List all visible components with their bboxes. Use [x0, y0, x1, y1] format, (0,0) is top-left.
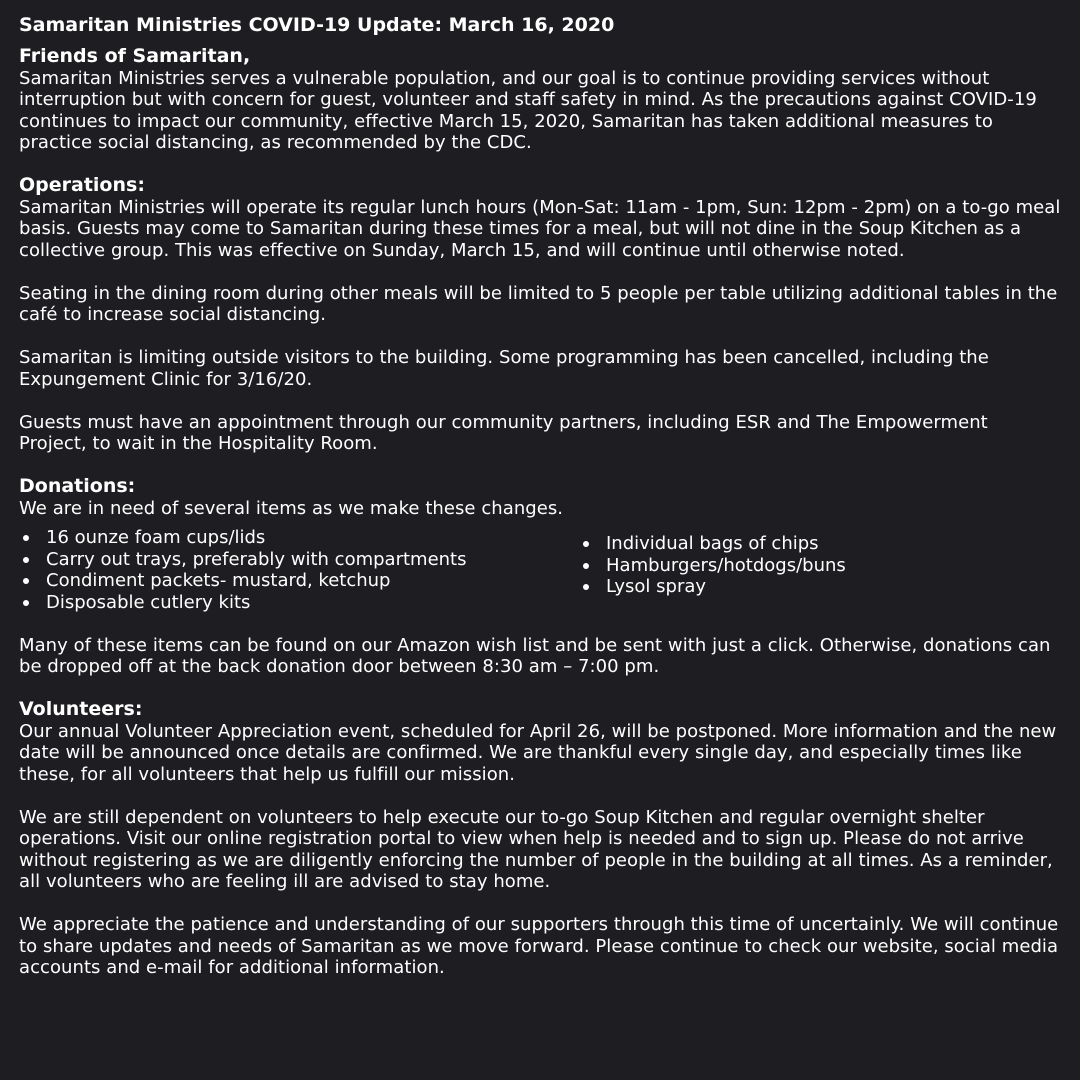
- donation-items: [19, 527, 1061, 613]
- donations-intro: We are in need of several items as we make these changes.: [19, 497, 564, 519]
- volunteers-paragraph-1: Our annual Volunteer Appreciation event, scheduled for April 26, will be postponed. More information and the new date will be announced once details are confirmed. We are thankful every single day, and especially times like these, for all volunteers that help us fulfill our mission.: [19, 720, 1057, 785]
- greeting-paragraph: Samaritan Ministries serves a vulnerable population, and our goal is to continue providing services without interruption but with concern for guest, volunteer and staff safety in mind. As the precautions against COVID-19 continues to impact our community, effective March 15, 2020, Samaritan has taken additional measures to practice social distancing, as recommended by the CDC.: [19, 67, 1037, 153]
- list-item: Individual bags of chips: [579, 533, 846, 555]
- donation-list-left: [19, 527, 579, 613]
- operations-paragraph-2: Seating in the dining room during other meals will be limited to 5 people per table utilizing additional tables in the café to increase social distancing.: [19, 282, 1058, 325]
- donations-heading: Donations:: [19, 475, 136, 497]
- list-item: Disposable cutlery kits: [19, 592, 579, 614]
- operations-paragraph-3: Samaritan is limiting outside visitors to the building. Some programming has been cancelled, including the Expungement Clinic for 3/16/20.: [19, 347, 989, 390]
- operations-paragraph-1: Samaritan Ministries will operate its regular lunch hours (Mon-Sat: 11am - 1pm, Sun: 12pm - 2pm) on a to-go meal basis. Guests may come to Samaritan during these times for a meal, but will not dine in the Soup Kitchen as a collective group. This was effective on Sunday, March 15, and will continue until otherwise noted.: [19, 196, 1061, 261]
- volunteers-paragraph-3: We appreciate the patience and understanding of our supporters through this time of uncertainly. We will continue to share updates and needs of Samaritan as we move forward. Please continue to check our website, social media accounts and e-mail for additional information.: [19, 914, 1059, 978]
- document-title: Samaritan Ministries COVID-19 Update: March 16, 2020: [19, 14, 615, 36]
- list-item: Lysol spray: [579, 576, 846, 598]
- donations-outro: Many of these items can be found on our Amazon wish list and be sent with just a click. Otherwise, donations can be dropped off at the back donation door between 8:30 am – 7:00 pm.: [19, 634, 1051, 677]
- operations-heading: Operations:: [19, 174, 145, 196]
- volunteers-heading: Volunteers:: [19, 698, 143, 720]
- volunteers-paragraph-2: We are still dependent on volunteers to help execute our to-go Soup Kitchen and regular overnight shelter operations. Visit our online registration portal to view when help is needed and to sign up. Please do not arrive without registering as we are diligently enforcing the number of people in the building at all times. As a reminder, all volunteers who are feeling ill are advised to stay home.: [19, 806, 1053, 892]
- list-item: Carry out trays, preferably with compartments: [19, 549, 579, 571]
- list-item: 16 ounze foam cups/lids: [19, 527, 579, 549]
- list-item: Hamburgers/hotdogs/buns: [579, 555, 846, 577]
- donation-list-right: [579, 533, 846, 613]
- operations-paragraph-4: Guests must have an appointment through our community partners, including ESR and The Empowerment Project, to wait in the Hospitality Room.: [19, 411, 988, 454]
- greeting-heading: Friends of Samaritan,: [19, 45, 251, 67]
- list-item: Condiment packets- mustard, ketchup: [19, 570, 579, 592]
